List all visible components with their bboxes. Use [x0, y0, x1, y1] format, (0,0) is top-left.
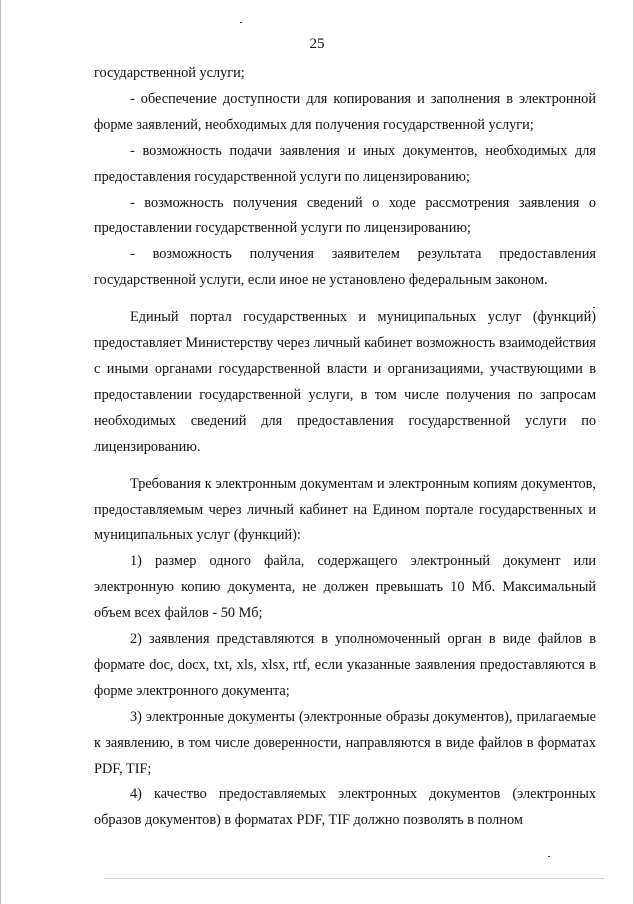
paragraph: - возможность получения заявителем результата предоставления государственной услуги, если иное не установлено федеральным законом. — [94, 246, 596, 289]
scan-left-edge — [0, 0, 1, 904]
paragraph-continuation: государственной услуги; — [94, 65, 245, 81]
paragraph: 2) заявления представляются в уполномоченный орган в виде файлов в формате doc, docx, txt, xls, xlsx, rtf, если указанные заявления предоставляются в форме электронного документа; — [94, 631, 596, 699]
page-number: 25 — [309, 36, 325, 52]
document-body — [94, 61, 596, 834]
paragraph: 3) электронные документы (электронные образы документов), прилагаемые к заявлению, в том числе доверенности, направляются в виде файлов в форматах PDF, TIF; — [94, 708, 596, 777]
paragraph: - обеспечение доступности для копирования и заполнения в электронной форме заявлений, необходимых для получения государственной услуги; — [94, 90, 596, 133]
paragraph: Требования к электронным документам и электронным копиям документов, предоставляемым через личный кабинет на Едином портале государственных и муниципальных услуг (функций): — [94, 475, 596, 544]
scan-bottom-line — [104, 878, 604, 879]
scan-speck — [548, 856, 550, 857]
paragraph: - возможность получения сведений о ходе рассмотрения заявления о предоставлении государственной услуги по лицензированию; — [94, 194, 596, 237]
paragraph: 1) размер одного файла, содержащего электронный документ или электронную копию документа, не должен превышать 10 Мб. Максимальный объем всех файлов - 50 Мб; — [94, 553, 596, 622]
paragraph: - возможность подачи заявления и иных документов, необходимых для предоставления государственной услуги по лицензированию; — [94, 142, 596, 185]
scan-speck — [240, 22, 242, 23]
paragraph: Единый портал государственных и муниципальных услуг (функций) предоставляет Министерству через личный кабинет возможность взаимодействия с иными органами государственной власти и организациями, участвующими в предоставлении государственной услуги, в том числе получения по запросам необходимых сведений для предоставления государственной услуги по лицензированию. — [94, 309, 596, 455]
paragraph: 4) качество предоставляемых электронных документов (электронных образов документов) в форматах PDF, TIF должно позволять в полном — [94, 786, 596, 829]
